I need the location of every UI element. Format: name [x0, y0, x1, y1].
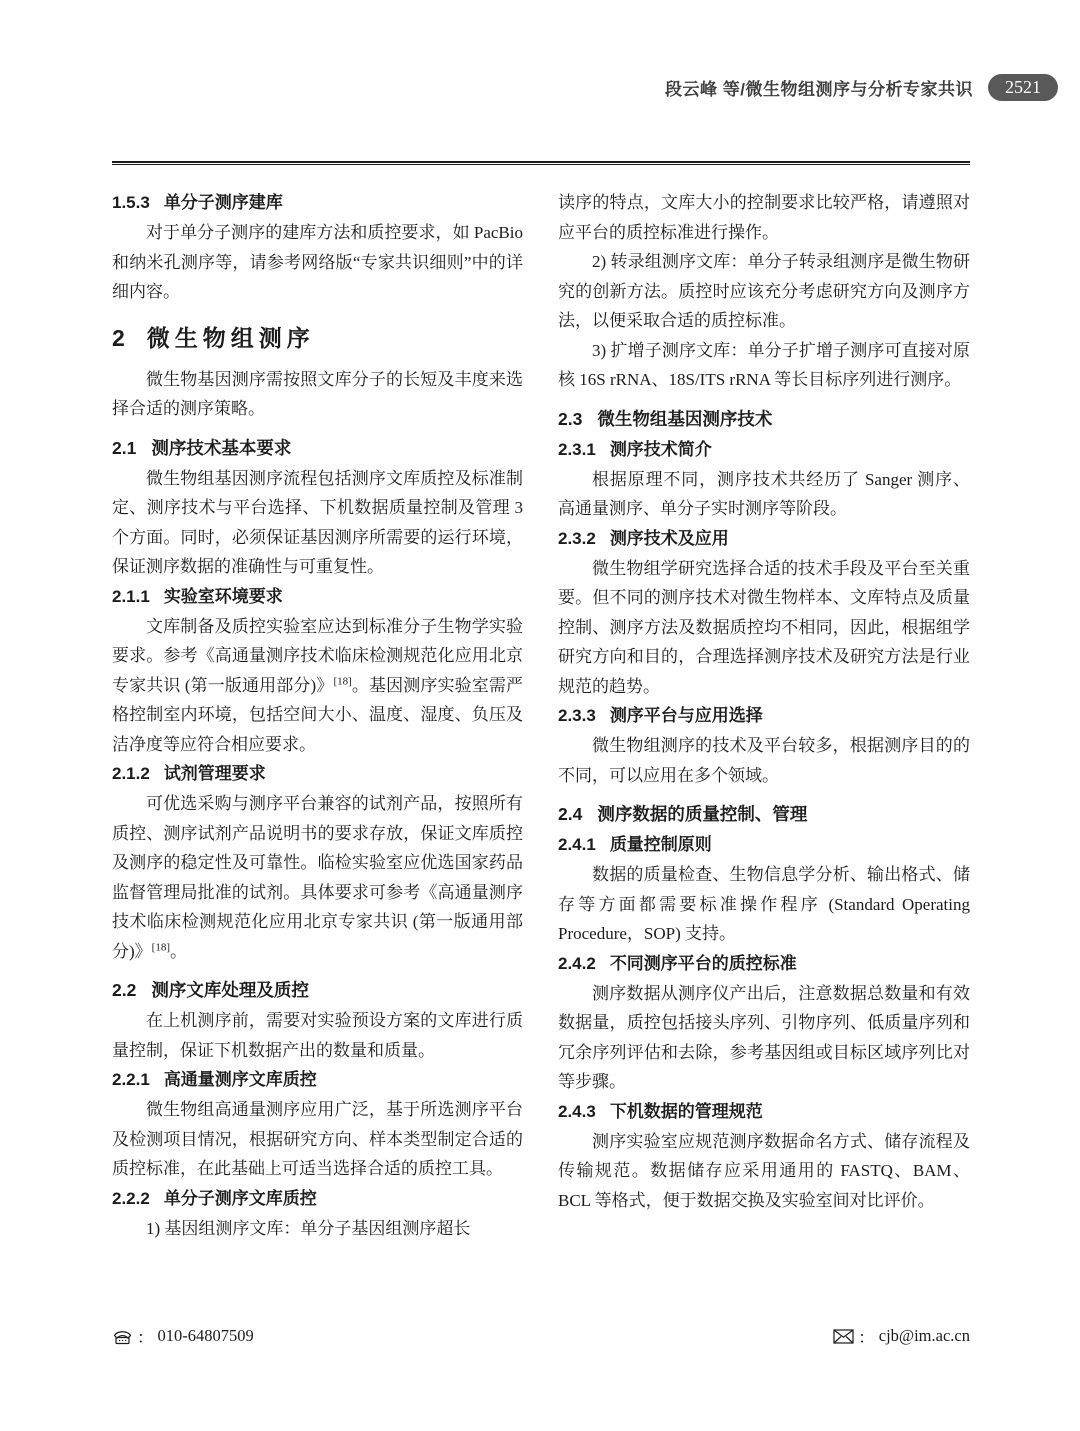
running-title: 段云峰 等/微生物组测序与分析专家共识: [665, 80, 973, 99]
heading-title: 实验室环境要求: [163, 586, 283, 606]
section-heading-2-2-1: [112, 1065, 523, 1095]
text-run: 1) 基因组测序文库：单分子基因组测序超长: [146, 1218, 471, 1238]
text-run: 在上机测序前，需要对实验预设方案的文库进行质量控制，保证下机数据产出的数量和质量。: [112, 1011, 523, 1060]
heading-title: 高通量测序文库质控: [163, 1070, 317, 1089]
paragraph: [558, 247, 970, 336]
section-heading-2-3-1: [558, 435, 970, 465]
paragraph: [112, 1006, 523, 1065]
citation-reference: [18]: [151, 940, 170, 953]
heading-number: 2.4.1: [558, 835, 596, 854]
text-run: 微生物组高通量测序应用广泛，基于所选测序平台及检测项目情况，根据研究方向、样本类型制定合适的质控标准，在此基础上可适当选择合适的质控工具。: [112, 1100, 523, 1178]
heading-number: 1.5.3: [112, 193, 150, 212]
paragraph: [112, 218, 523, 307]
paragraph: [112, 365, 523, 424]
paragraph: [558, 1127, 970, 1216]
text-run: 文库制备及质控实验室应达到标准分子生物学实验要求。参考《高通量测序技术临床检测规范化应用北京专家共识 (第一版通用部分)》: [112, 616, 523, 695]
heading-number: 2.3.1: [558, 439, 596, 459]
text-run: 读序的特点，文库大小的控制要求比较严格，请遵照对应平台的质控标准进行操作。: [558, 193, 970, 242]
text-run: 对于单分子测序的建库方法和质控要求，如 PacBio 和纳米孔测序等，请参考网络版“专家共识细则”中的详细内容。: [112, 223, 523, 301]
footer-email-address[interactable]: cjb@im.ac.cn: [878, 1326, 970, 1345]
heading-number: 2.2.1: [112, 1070, 150, 1089]
text-run: 3) 扩增子测序文库：单分子扩增子测序可直接对原核 16S rRNA、18S/ITS rRNA 等长目标序列进行测序。: [558, 340, 970, 389]
text-run: 测序数据从测序仪产出后，注意数据总数量和有效数据量，质控包括接头序列、引物序列、低质量序列和冗余序列评估和去除，参考基因组或目标区域序列比对等步骤。: [558, 983, 970, 1091]
text-run: 可优选采购与测序平台兼容的试剂产品，按照所有质控、测序试剂产品说明书的要求存放，保证文库质控及测序的稳定性及可靠性。临检实验室应优选国家药品监督管理局批准的试剂。具体要求可参考《高通量测序技术临床检测规范化应用北京专家共识 (第一版通用部分)》: [112, 794, 523, 961]
heading-title: 测序技术基本要求: [151, 437, 292, 458]
text-run: 微生物基因测序需按照文库分子的长短及丰度来选择合适的测序策略。: [112, 369, 523, 418]
footer-colon: ：: [858, 1328, 875, 1347]
heading-number: 2.3: [558, 408, 583, 429]
page-footer: [112, 1324, 970, 1348]
paragraph: [558, 465, 970, 524]
heading-title: 测序平台与应用选择: [609, 706, 763, 725]
page-number-badge: 2521: [988, 74, 1058, 101]
footer-email: [833, 1324, 970, 1348]
heading-number: 2.3.2: [558, 528, 596, 548]
heading-title: 测序数据的质量控制、管理: [597, 804, 808, 824]
text-run: 根据原理不同，测序技术共经历了 Sanger 测序、高通量测序、单分子实时测序等阶段。: [558, 469, 970, 518]
text-run: 。: [170, 941, 187, 961]
heading-number: 2.4: [558, 804, 583, 824]
heading-number: 2: [112, 324, 125, 351]
text-run: 微生物组基因测序流程包括测序文库质控及标准制定、测序技术与平台选择、下机数据质量控制及管理 3 个方面。同时，必须保证基因测序所需要的运行环境，保证测序数据的准确性与可重复性。: [112, 468, 523, 576]
section-heading-2-2-2: [112, 1184, 523, 1214]
citation-reference: [18]: [333, 674, 352, 687]
heading-number: 2.1.2: [112, 764, 150, 783]
heading-title: 测序文库处理及质控: [151, 980, 309, 1000]
heading-title: 试剂管理要求: [163, 764, 266, 783]
section-heading-2-4-3: [558, 1097, 970, 1127]
paragraph: [112, 789, 523, 966]
paragraph: [558, 731, 970, 790]
paragraph: [558, 860, 970, 949]
heading-title: 单分子测序建库: [163, 193, 283, 212]
heading-number: 2.1: [112, 437, 137, 458]
paragraph: [558, 336, 970, 395]
section-heading-2-4: [558, 799, 970, 829]
heading-number: 2.2: [112, 980, 137, 1000]
section-heading-1-5-3: [112, 188, 523, 218]
heading-title: 不同测序平台的质控标准: [609, 953, 797, 973]
section-heading-2-4-1: [558, 830, 970, 860]
heading-title: 测序技术及应用: [609, 528, 729, 548]
heading-title: 微生物组基因测序技术: [597, 408, 773, 429]
paragraph: [112, 612, 523, 760]
text-run: 。基因测序实验室需严格控制室内环境，包括空间大小、温度、湿度、负压及洁净度等应符合相应要求。: [112, 675, 524, 754]
heading-title: 微生物组测序: [146, 324, 315, 351]
heading-number: 2.4.2: [558, 953, 596, 973]
footer-colon: ：: [137, 1328, 154, 1347]
heading-number: 2.4.3: [558, 1101, 596, 1121]
section-heading-2-3-2: [558, 524, 970, 554]
heading-title: 质量控制原则: [609, 835, 712, 854]
footer-phone-number: 010-64807509: [157, 1326, 254, 1345]
text-run: 微生物组学研究选择合适的技术手段及平台至关重要。但不同的测序技术对微生物样本、文库特点及质量控制、测序方法及数据质控均不相同，因此，根据组学研究方向和目的，合理选择测序技术及研究方法是行业规范的趋势。: [558, 558, 970, 696]
header-rule: [112, 161, 970, 165]
phone-icon: [112, 1328, 133, 1345]
section-heading-2-2: [112, 975, 523, 1005]
paragraph: [558, 979, 970, 1097]
heading-title: 下机数据的管理规范: [609, 1101, 763, 1121]
section-heading-2-3-3: [558, 701, 970, 731]
section-heading-2-3: [558, 404, 970, 434]
paragraph-continuation: [558, 188, 970, 247]
heading-number: 2.2.2: [112, 1188, 150, 1208]
section-heading-2-1-2: [112, 759, 523, 789]
paragraph: [112, 1214, 523, 1244]
text-run: 测序实验室应规范测序数据命名方式、储存流程及传输规范。数据储存应采用通用的 FASTQ、BAM、BCL 等格式，便于数据交换及实验室间对比评价。: [558, 1131, 970, 1210]
text-run: 2) 转录组测序文库：单分子转录组测序是微生物研究的创新方法。质控时应该充分考虑研究方向及测序方法，以便采取合适的质控标准。: [558, 252, 970, 330]
article-body: [112, 188, 970, 1313]
text-run: 数据的质量检查、生物信息学分析、输出格式、储存等方面都需要标准操作程序 (Standard Operating Procedure，SOP) 支持。: [558, 865, 970, 943]
paragraph: [112, 464, 523, 582]
footer-phone: [112, 1324, 254, 1348]
heading-title: 单分子测序文库质控: [163, 1188, 317, 1208]
paragraph: [558, 554, 970, 702]
section-heading-2-1-1: [112, 582, 523, 612]
section-heading-2-1: [112, 433, 523, 463]
heading-title: 测序技术简介: [609, 439, 712, 459]
heading-number: 2.1.1: [112, 586, 150, 606]
section-heading-2: [112, 322, 523, 354]
column-left: [112, 188, 523, 1313]
paragraph: [112, 1095, 523, 1184]
envelope-icon: [833, 1329, 854, 1344]
heading-number: 2.3.3: [558, 706, 596, 725]
section-heading-2-4-2: [558, 949, 970, 979]
column-right: [558, 188, 970, 1313]
text-run: 微生物组测序的技术及平台较多，根据测序目的的不同，可以应用在多个领域。: [558, 736, 970, 785]
page-header: [112, 74, 1058, 101]
